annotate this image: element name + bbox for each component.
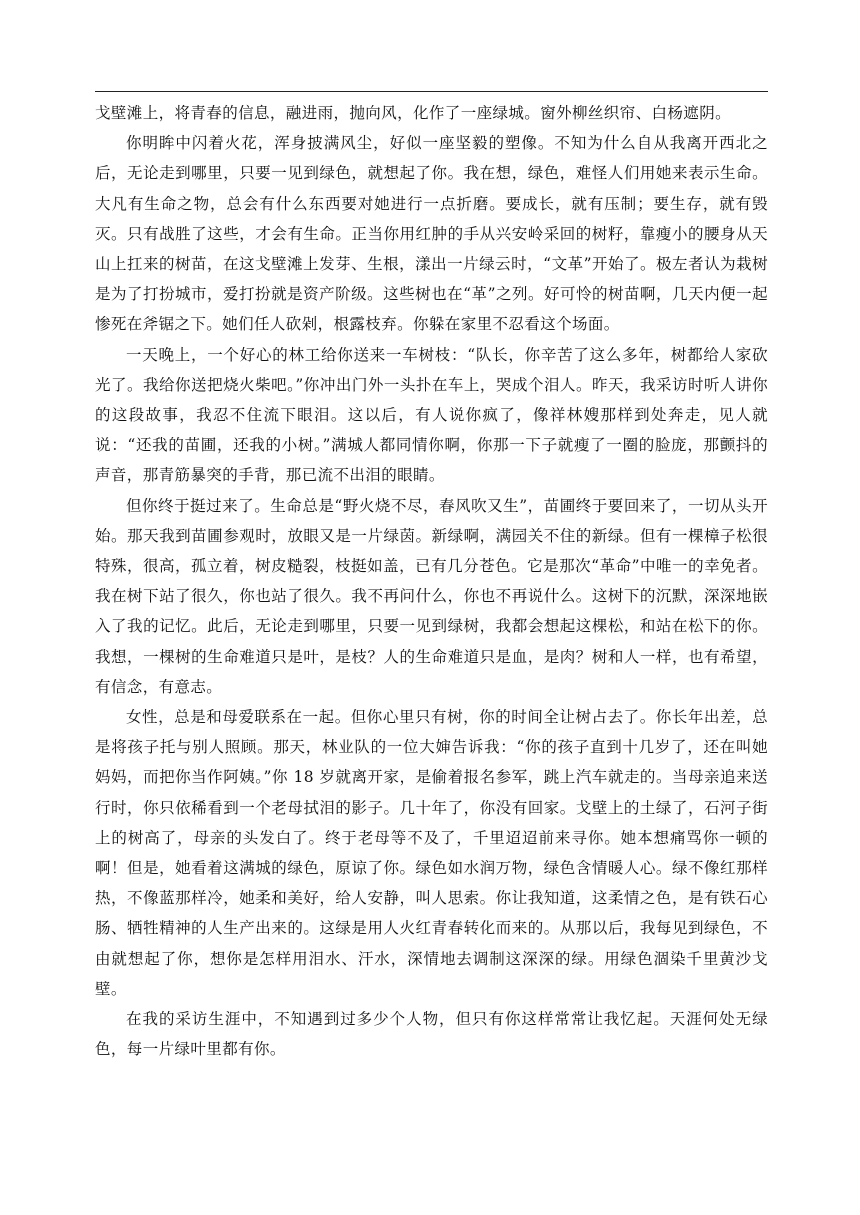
paragraph-2: 你明眸中闪着火花，浑身披满风尘，好似一座坚毅的塑像。不知为什么自从我离开西北之后，无论走到哪里，只要一见到绿色，就想起了你。我在想，绿色，难怪人们用她来表示生命。大凡有生命之物，总会有什么东西要对她进行一点折磨。要成长，就有压制；要生存，就有毁灭。只有战胜了这些，才会有生命。正当你用红肿的手从兴安岭采回的树籽，靠瘦小的腰身从天山上扛来的树苗，在这戈壁滩上发芽、生根，漾出一片绿云时，“文革”开始了。极左者认为栽树是为了打扮城市，爱打扮就是资产阶级。这些树也在“革”之列。好可怜的树苗啊，几天内便一起惨死在斧锯之下。她们任人砍剁，根露枝弃。你躲在家里不忍看这个场面。	[95, 134, 768, 334]
paragraph-6: 在我的采访生涯中，不知遇到过多少个人物，但只有你这样常常让我忆起。天涯何处无绿色，每一片绿叶里都有你。	[95, 1010, 768, 1059]
paragraph-5: 女性，总是和母爱联系在一起。但你心里只有树，你的时间全让树占去了。你长年出差，总是将孩子托与别人照顾。那天，林业队的一位大婶告诉我：“你的孩子直到十几岁了，还在叫她妈妈，而把你当作阿姨。”你 18 岁就离开家，是偷着报名参军，跳上汽车就走的。当母亲追来送行时，你只依稀看到一个老母拭泪的影子。几十年了，你没有回家。戈壁上的土绿了，石河子街上的树高了，母亲的头发白了。终于老母等不及了，千里迢迢前来寻你。她本想痛骂你一顿的啊！但是，她看着这满城的绿色，原谅了你。绿色如水润万物，绿色含情暖人心。绿不像红那样热，不像蓝那样冷，她柔和美好，给人安静，叫人思索。你让我知道，这柔情之色，是有铁石心肠、牺牲精神的人生产出来的。这绿是用人火红青春转化而来的。从那以后，我每见到绿色，不由就想起了你，想你是怎样用泪水、汗水，深情地去调制这深深的绿。用绿色涸染千里黄沙戈壁。	[95, 708, 768, 998]
paragraph-4: 但你终于挺过来了。生命总是“野火烧不尽，春风吹又生”，苗圃终于要回来了，一切从头开始。那天我到苗圃参观时，放眼又是一片绿茵。新绿啊，满园关不住的新绿。但有一棵樟子松很特殊，很高，孤立着，树皮糙裂，枝挺如盖，已有几分苍色。它是那次“革命”中唯一的幸免者。我在树下站了很久，你也站了很久。我不再问什么，你也不再说什么。这树下的沉默，深深地嵌入了我的记忆。此后，无论走到哪里，只要一见到绿树，我都会想起这棵松，和站在松下的你。我想，一棵树的生命难道只是叶，是枝？人的生命难道只是血，是肉？树和人一样，也有希望，有信念，有意志。	[95, 496, 768, 696]
paragraph-1: 戈壁滩上，将青春的信息，融进雨，抛向风，化作了一座绿城。窗外柳丝织帘、白杨遮阴。	[95, 104, 732, 122]
essay-body	[95, 98, 768, 1065]
paragraph-3: 一天晚上，一个好心的林工给你送来一车树枝：“队长，你辛苦了这么多年，树都给人家砍光了。我给你送把烧火柴吧。”你冲出门外一头扑在车上，哭成个泪人。昨天，我采访时听人讲你的这段故事，我忍不住流下眼泪。这以后，有人说你疯了，像祥林嫂那样到处奔走，见人就说：“还我的苗圃，还我的小树。”满城人都同情你啊，你那一下子就瘦了一圈的脸庞，那颤抖的声音，那青筋暴突的手背，那已流不出泪的眼睛。	[95, 345, 768, 485]
header-rule	[95, 91, 768, 92]
